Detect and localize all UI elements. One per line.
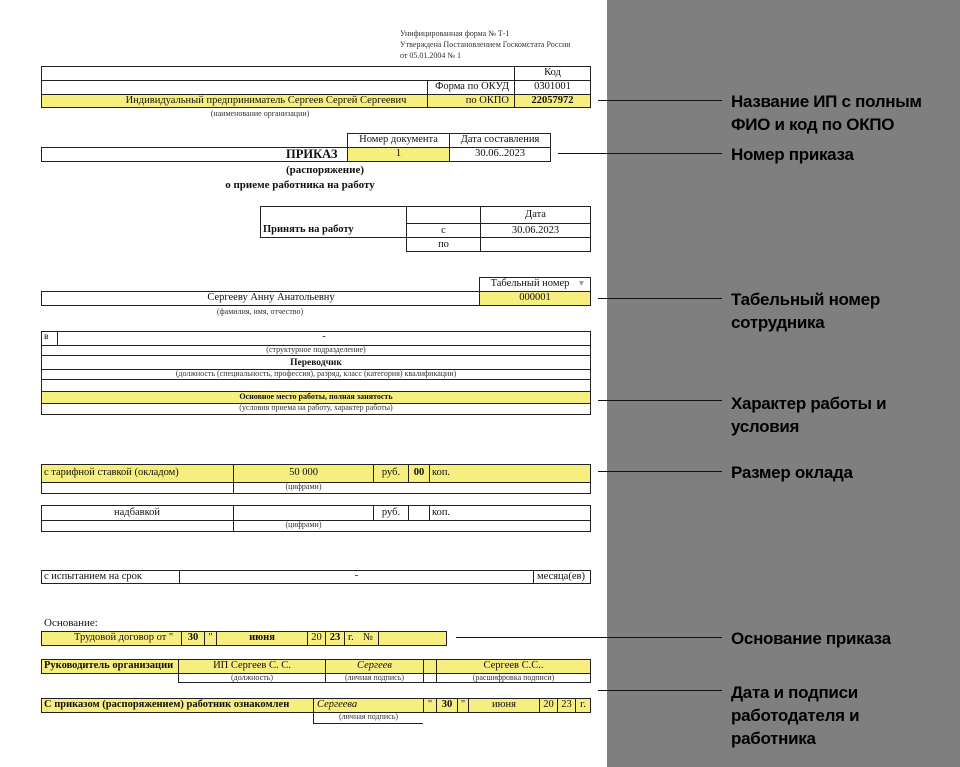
basis-contract: Трудовой договор от " <box>74 632 174 643</box>
bonus-rub: руб. <box>381 507 401 518</box>
hire-date-header: Дата <box>525 209 546 220</box>
basis-month: июня <box>249 632 275 643</box>
probation-table <box>41 570 591 584</box>
basis-number-sign: № <box>363 632 374 643</box>
connector-line <box>598 298 722 299</box>
connector-line <box>598 690 722 691</box>
connector-line <box>456 637 722 638</box>
salary-amount: 50 000 <box>289 467 318 478</box>
order-heading: о приеме работника на работу <box>225 179 375 191</box>
okpo-value: 22057972 <box>531 95 574 106</box>
annotation-tab-number: Табельный номер сотрудника <box>731 290 880 332</box>
dropdown-arrow-icon: ▾ <box>579 279 584 289</box>
bonus-caption: (цифрами) <box>285 520 322 529</box>
head-decoding: Сергеев С.С.. <box>483 660 544 671</box>
work-conditions: Основное место работы, полная занятость <box>239 392 393 401</box>
connector-line <box>598 100 722 101</box>
hire-label: Принять на работу <box>263 224 354 235</box>
department-prefix: в <box>44 332 49 342</box>
okpo-label: по ОКПО <box>465 95 509 106</box>
position-caption: (должность (специальность, профессия), разряд, класс (категория) квалификации) <box>175 369 457 378</box>
basis-label: Основание: <box>44 617 98 629</box>
basis-year: 23 <box>329 632 341 643</box>
salary-table <box>41 464 591 494</box>
probation-unit: месяца(ев) <box>537 571 585 582</box>
order-table <box>41 133 551 162</box>
connector-line <box>558 153 722 154</box>
salary-rub: руб. <box>381 467 401 478</box>
organization-caption: (наименование организации) <box>210 109 310 118</box>
acquainted-table <box>41 698 591 724</box>
okud-value: 0301001 <box>534 81 571 92</box>
form-header-line2: Утверждена Постановлением Госкомстата России <box>400 40 571 49</box>
annotation-salary: Размер оклада <box>731 463 853 482</box>
hire-table <box>260 206 591 252</box>
salary-kop-value: 00 <box>413 467 425 478</box>
salary-kop: коп. <box>432 467 451 478</box>
basis-year-suffix: г. <box>348 632 354 643</box>
bonus-kop: коп. <box>432 507 451 518</box>
basis-day: 30 <box>187 632 199 643</box>
annotation-work-conditions: Характер работы и условия <box>731 394 887 436</box>
okud-label: Форма по ОКУД <box>435 81 509 92</box>
basis-close-quote: " <box>208 632 213 643</box>
head-label: Руководитель организации <box>44 660 174 671</box>
hire-date: 30.06.2023 <box>511 225 560 236</box>
work-conditions-caption: (условия приема на работу, характер работы) <box>239 403 393 412</box>
salary-caption: (цифрами) <box>285 482 322 491</box>
organization-name: Индивидуальный предприниматель Сергеев Сергей Сергеевич <box>125 95 407 106</box>
annotation-signatures: Дата и подписи работодателя и работника <box>731 683 860 748</box>
employee-caption: (фамилия, имя, отчество) <box>216 307 304 316</box>
employee-name: Сергееву Анну Анатольевну <box>207 292 335 303</box>
head-position: ИП Сергеев С. С. <box>213 660 291 671</box>
acquainted-label: С приказом (распоряжением) работник ознакомлен <box>44 699 290 710</box>
kod-header: Код <box>544 67 561 78</box>
department-caption: (структурное подразделение) <box>266 345 366 354</box>
hire-from: с <box>441 225 446 236</box>
probation-value: - <box>354 570 359 581</box>
doc-number-header: Номер документа <box>359 134 438 145</box>
department-value: - <box>322 331 326 342</box>
connector-line <box>598 400 722 401</box>
position-value: Переводчик <box>290 358 342 368</box>
basis-century: 20 <box>311 632 322 643</box>
head-decoding-caption: (расшифровка подписи) <box>472 673 555 682</box>
hire-to: по <box>438 239 449 250</box>
acquainted-open-quote: " <box>427 699 433 710</box>
form-header-line3: от 05.01.2004 № 1 <box>400 51 462 60</box>
department-table <box>41 331 591 415</box>
basis-table <box>41 631 447 646</box>
bonus-label: надбавкой <box>113 507 161 518</box>
order-title: ПРИКАЗ <box>286 147 338 161</box>
head-signature: Сергеев <box>357 660 392 671</box>
employee-table <box>41 277 591 306</box>
tab-number-header: Табельный номер <box>490 278 570 289</box>
head-signature-caption: (личная подпись) <box>344 673 405 682</box>
acquainted-month: июня <box>492 699 516 710</box>
annotation-basis: Основание приказа <box>731 629 891 648</box>
employee-signature: Сергеева <box>317 699 358 710</box>
acquainted-century: 20 <box>543 699 554 710</box>
head-signature-table <box>41 659 591 683</box>
codes-table <box>41 66 591 108</box>
head-position-caption: (должность) <box>231 673 273 682</box>
employee-tab-number: 000001 <box>519 292 551 303</box>
salary-label: с тарифной ставкой (окладом) <box>44 467 179 478</box>
acquainted-close-quote: " <box>460 699 466 710</box>
probation-label: с испытанием на срок <box>44 571 142 582</box>
acquainted-year-suffix: г. <box>580 699 586 710</box>
doc-date-header: Дата составления <box>460 134 540 145</box>
annotation-order-number: Номер приказа <box>731 145 854 164</box>
annotation-org-name: Название ИП с полным ФИО и код по ОКПО <box>731 92 922 134</box>
order-date: 30.06..2023 <box>475 148 525 159</box>
employee-signature-caption: (личная подпись) <box>338 712 399 721</box>
acquainted-day: 30 <box>441 699 453 710</box>
bonus-table <box>41 505 591 532</box>
order-subtitle: (распоряжение) <box>285 164 364 176</box>
connector-line <box>598 471 722 472</box>
form-header-line1: Унифицированная форма № Т-1 <box>400 29 510 38</box>
order-number: 1 <box>395 148 402 159</box>
acquainted-year: 23 <box>561 699 572 710</box>
